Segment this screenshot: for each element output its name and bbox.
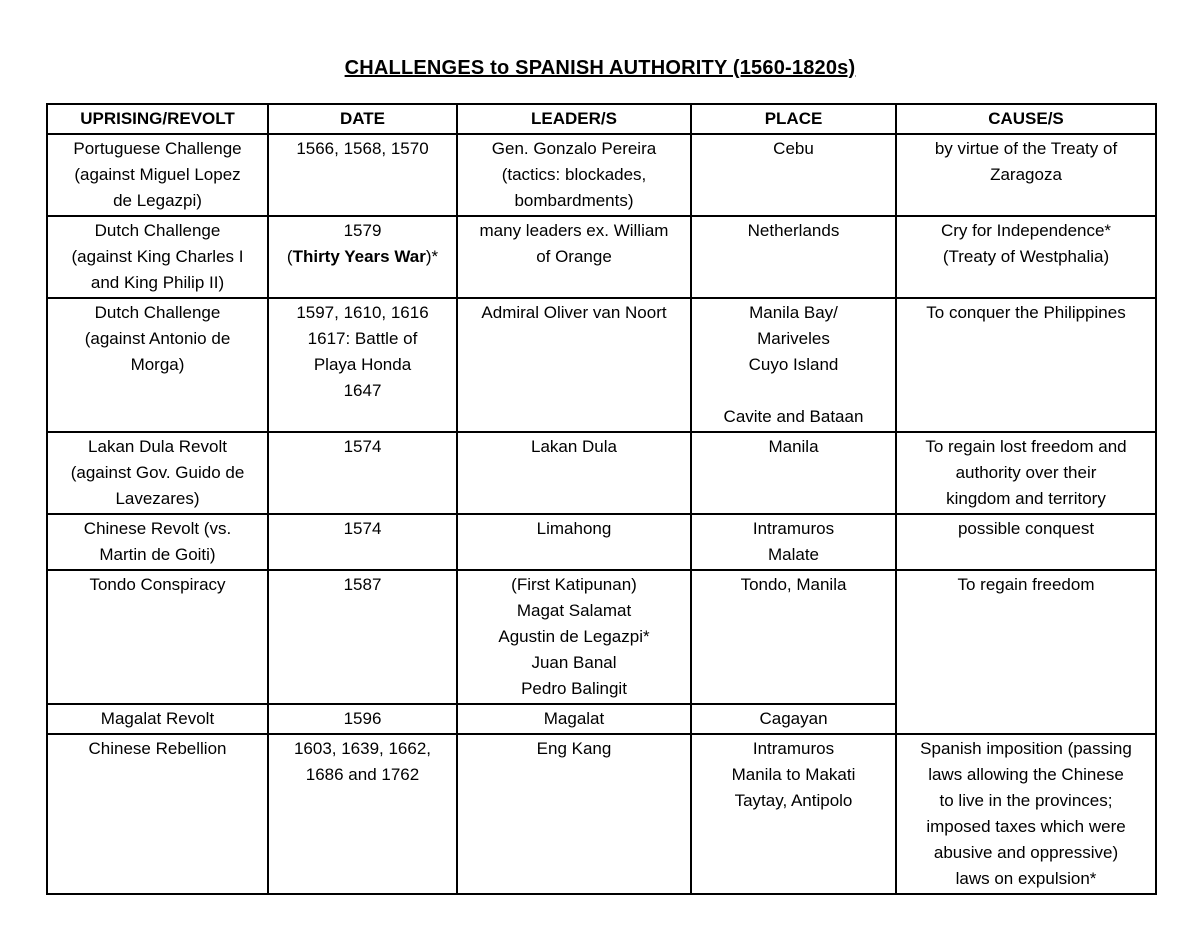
page-title: CHALLENGES to SPANISH AUTHORITY (1560-1820s) [344,57,856,79]
table-row [47,298,1156,432]
table-row [47,216,1156,298]
date-cell [268,216,457,298]
date-cell: 1596 [268,704,457,734]
date-cell: 1566, 1568, 1570 [268,134,457,216]
table-row [47,514,1156,570]
cause-cell: possible conquest [896,514,1156,570]
leader-cell: Lakan Dula [457,432,691,514]
place-cell: Manila Bay/ Mariveles Cuyo Island Cavite and Bataan [691,298,896,432]
date-text: 1579 [343,221,382,240]
header-date: DATE [268,104,457,134]
place-cell: Cebu [691,134,896,216]
cause-cell: To regain freedom [896,570,1156,734]
revolt-cell: Tondo Conspiracy [47,570,268,704]
date-war-name: Thirty Years War [292,247,426,266]
date-open-paren: ( [286,247,293,266]
table-row [47,734,1156,894]
leader-cell: Limahong [457,514,691,570]
revolt-cell: Chinese Rebellion [47,734,268,894]
header-uprising: UPRISING/REVOLT [47,104,268,134]
revolt-cell: Dutch Challenge (against Antonio de Morga) [47,298,268,432]
revolt-cell: Portuguese Challenge (against Miguel Lopez de Legazpi) [47,134,268,216]
place-cell: Tondo, Manila [691,570,896,704]
challenges-table [46,103,1157,895]
place-cell: Cagayan [691,704,896,734]
date-close-paren: )* [425,247,439,266]
date-cell: 1574 [268,514,457,570]
date-cell: 1603, 1639, 1662, 1686 and 1762 [268,734,457,894]
date-cell: 1587 [268,570,457,704]
table-row [47,134,1156,216]
place-cell: Manila [691,432,896,514]
place-cell: Netherlands [691,216,896,298]
date-cell: 1597, 1610, 1616 1617: Battle of Playa Honda 1647 [268,298,457,432]
leader-cell: many leaders ex. William of Orange [457,216,691,298]
revolt-cell: Dutch Challenge (against King Charles I and King Philip II) [47,216,268,298]
leader-cell: Admiral Oliver van Noort [457,298,691,432]
revolt-cell: Chinese Revolt (vs. Martin de Goiti) [47,514,268,570]
revolt-cell: Lakan Dula Revolt (against Gov. Guido de Lavezares) [47,432,268,514]
cause-cell: To conquer the Philippines [896,298,1156,432]
header-row [47,104,1156,134]
header-place: PLACE [691,104,896,134]
table-row [47,570,1156,704]
cause-cell: To regain lost freedom and authority over their kingdom and territory [896,432,1156,514]
leader-cell: Magalat [457,704,691,734]
leader-cell: (First Katipunan) Magat Salamat Agustin de Legazpi* Juan Banal Pedro Balingit [457,570,691,704]
cause-cell: Cry for Independence* (Treaty of Westphalia) [896,216,1156,298]
place-cell: Intramuros Manila to Makati Taytay, Antipolo [691,734,896,894]
leader-cell: Eng Kang [457,734,691,894]
cause-cell: Spanish imposition (passing laws allowing the Chinese to live in the provinces; imposed taxes which were abusive and oppressive) laws on expulsion* [896,734,1156,894]
cause-cell: by virtue of the Treaty of Zaragoza [896,134,1156,216]
date-cell: 1574 [268,432,457,514]
revolt-cell: Magalat Revolt [47,704,268,734]
table-row [47,432,1156,514]
header-leaders: LEADER/S [457,104,691,134]
leader-cell: Gen. Gonzalo Pereira (tactics: blockades, bombardments) [457,134,691,216]
place-cell: Intramuros Malate [691,514,896,570]
header-causes: CAUSE/S [896,104,1156,134]
